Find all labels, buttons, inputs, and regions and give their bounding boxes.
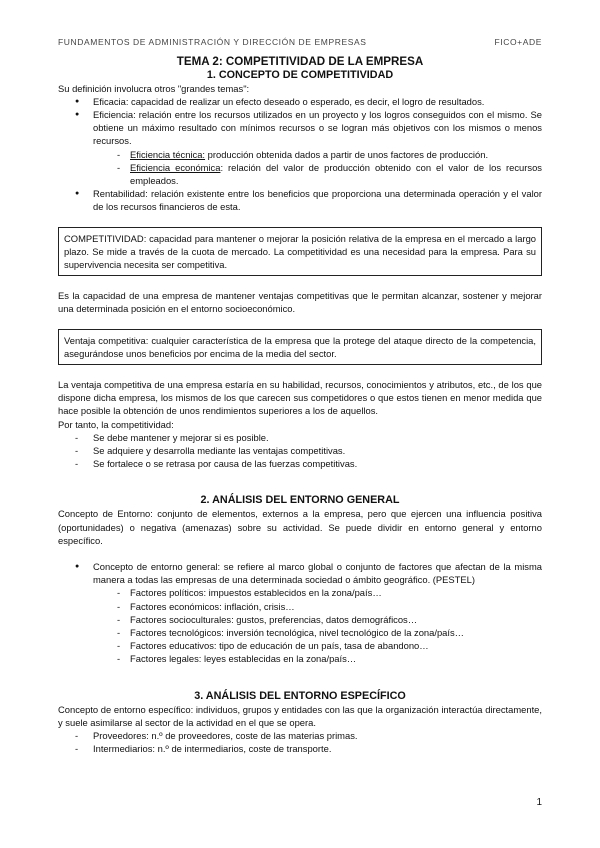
section-2-title: 2. ANÁLISIS DEL ENTORNO GENERAL xyxy=(200,494,400,507)
paragraph-entorno-especifico: Concepto de entorno específico: individuos, grupos y entidades con las que la organización interactúa directamente, y suele asimilarse al sector de la actividad en el que se opera. xyxy=(58,703,542,728)
term-eficiencia-tecnica: Eficiencia técnica: xyxy=(130,148,206,160)
list-item: - Se adquiere y desarrolla mediante las ventajas competitivas. xyxy=(58,444,542,457)
competitividad-list xyxy=(58,431,542,471)
entorno-especifico-list xyxy=(58,729,542,755)
document-title: TEMA 2: COMPETITIVIDAD DE LA EMPRESA xyxy=(176,55,424,68)
eficiencia-sublist xyxy=(58,148,542,188)
section-3-title: 3. ANÁLISIS DEL ENTORNO ESPECÍFICO xyxy=(194,689,406,702)
pestel-list xyxy=(58,586,542,665)
definition-box-ventaja: Ventaja competitiva: cualquier característica de la empresa que la protege del ataque directo de la competencia, asegurándose unos beneficios por encima de la media del sector. xyxy=(58,329,542,365)
entorno-general-list xyxy=(58,560,542,586)
section-1-title: 1. CONCEPTO DE COMPETITIVIDAD xyxy=(206,68,394,81)
header-course: FUNDAMENTOS DE ADMINISTRACIÓN Y DIRECCIÓN DE EMPRESAS xyxy=(58,37,367,47)
paragraph-capacidad: Es la capacidad de una empresa de mantener ventajas competitivas que le permitan alcanzar, sostener y mejorar una determinada posición en el entorno socioeconómico. xyxy=(58,290,542,315)
list-item: - Se debe mantener y mejorar si es posible. xyxy=(58,431,542,444)
section-1-intro: Su definición involucra otros "grandes temas": xyxy=(58,82,250,94)
list-item-eficiencia xyxy=(58,108,542,148)
themes-list-cont xyxy=(58,187,542,213)
paragraph-ventaja: La ventaja competitiva de una empresa estaría en su habilidad, recursos, conocimientos y atributos, etc., de los que dispone dicha empresa, los mismos de los que carecen sus competidores o que estos tienen en menor medida que hace posible la obtención de unos rendimientos superiores a los de aquellos. xyxy=(58,378,542,417)
eficiencia-text: Eficiencia: relación entre los recursos utilizados en un proyecto y los logros conseguidos con el mismo. Se obtiene un máximo resultado con mínimos recursos o se logran más objetivos con los mismos o menos recursos. xyxy=(93,108,542,147)
list-item-eficacia: ● Eficacia: capacidad de realizar un efecto deseado o esperado, es decir, el logro de resultados. xyxy=(58,95,542,108)
paragraph-por-tanto: Por tanto, la competitividad: xyxy=(58,418,174,430)
list-item-rentabilidad: ● Rentabilidad: relación existente entre los beneficios que proporciona una determinada operación y el valor de los recursos financieros de esta. xyxy=(58,187,542,213)
list-item: - Se fortalece o se retrasa por causa de las fuerzas competitivas. xyxy=(58,457,542,470)
header-degree: FICO+ADE xyxy=(494,37,542,47)
list-item-factores-legales: - Factores legales: leyes establecidas en la zona/país… xyxy=(58,652,542,665)
list-item-factores-educativos: - Factores educativos: tipo de educación de un país, tasa de abandono… xyxy=(58,639,542,652)
term-eficiencia-economica: Eficiencia económica xyxy=(130,161,221,173)
definition-box-competitividad: COMPETITIVIDAD: capacidad para mantener o mejorar la posición relativa de la empresa en el mercado a largo plazo. Se mide a través de la cuota de mercado. La competitividad es una necesidad para la empresa. Para su supervivencia necesita ser competitiva. xyxy=(58,227,542,277)
eficiencia-tecnica-text: producción obtenida dados a partir de unos factores de producción. xyxy=(205,148,489,160)
themes-list xyxy=(58,95,542,148)
list-item-intermediarios: - Intermediarios: n.º de intermediarios, coste de transporte. xyxy=(58,742,542,755)
list-item-proveedores: - Proveedores: n.º de proveedores, coste de las materias primas. xyxy=(58,729,542,742)
list-item-factores-socioculturales: - Factores socioculturales: gustos, preferencias, datos demográficos… xyxy=(58,613,542,626)
eficiencia-economica-text: : relación del valor de producción obtenido con el valor de los recursos empleados. xyxy=(130,161,542,186)
list-item-factores-politicos: - Factores políticos: impuestos establecidos en la zona/país… xyxy=(58,586,542,599)
list-item-factores-tecnologicos: - Factores tecnológicos: inversión tecnológica, nivel tecnológico de la zona/país… xyxy=(58,626,542,639)
list-item-entorno-general: ● Concepto de entorno general: se refiere al marco global o conjunto de factores que afectan de la misma manera a todas las empresas de una determinada sociedad o ámbito geográfico. (PESTEL) xyxy=(58,560,542,586)
list-item-eficiencia-tecnica xyxy=(58,148,542,161)
page-content xyxy=(58,55,542,755)
page-number: 1 xyxy=(536,797,542,808)
list-item-factores-economicos: - Factores económicos: inflación, crisis… xyxy=(58,600,542,613)
paragraph-entorno: Concepto de Entorno: conjunto de elementos, externos a la empresa, pero que ejercen una influencia positiva (oportunidades) o negativa (amenazas) sobre su actividad. Se puede dividir en entorno general y entorno específico. xyxy=(58,508,542,546)
list-item-eficiencia-economica xyxy=(58,161,542,187)
